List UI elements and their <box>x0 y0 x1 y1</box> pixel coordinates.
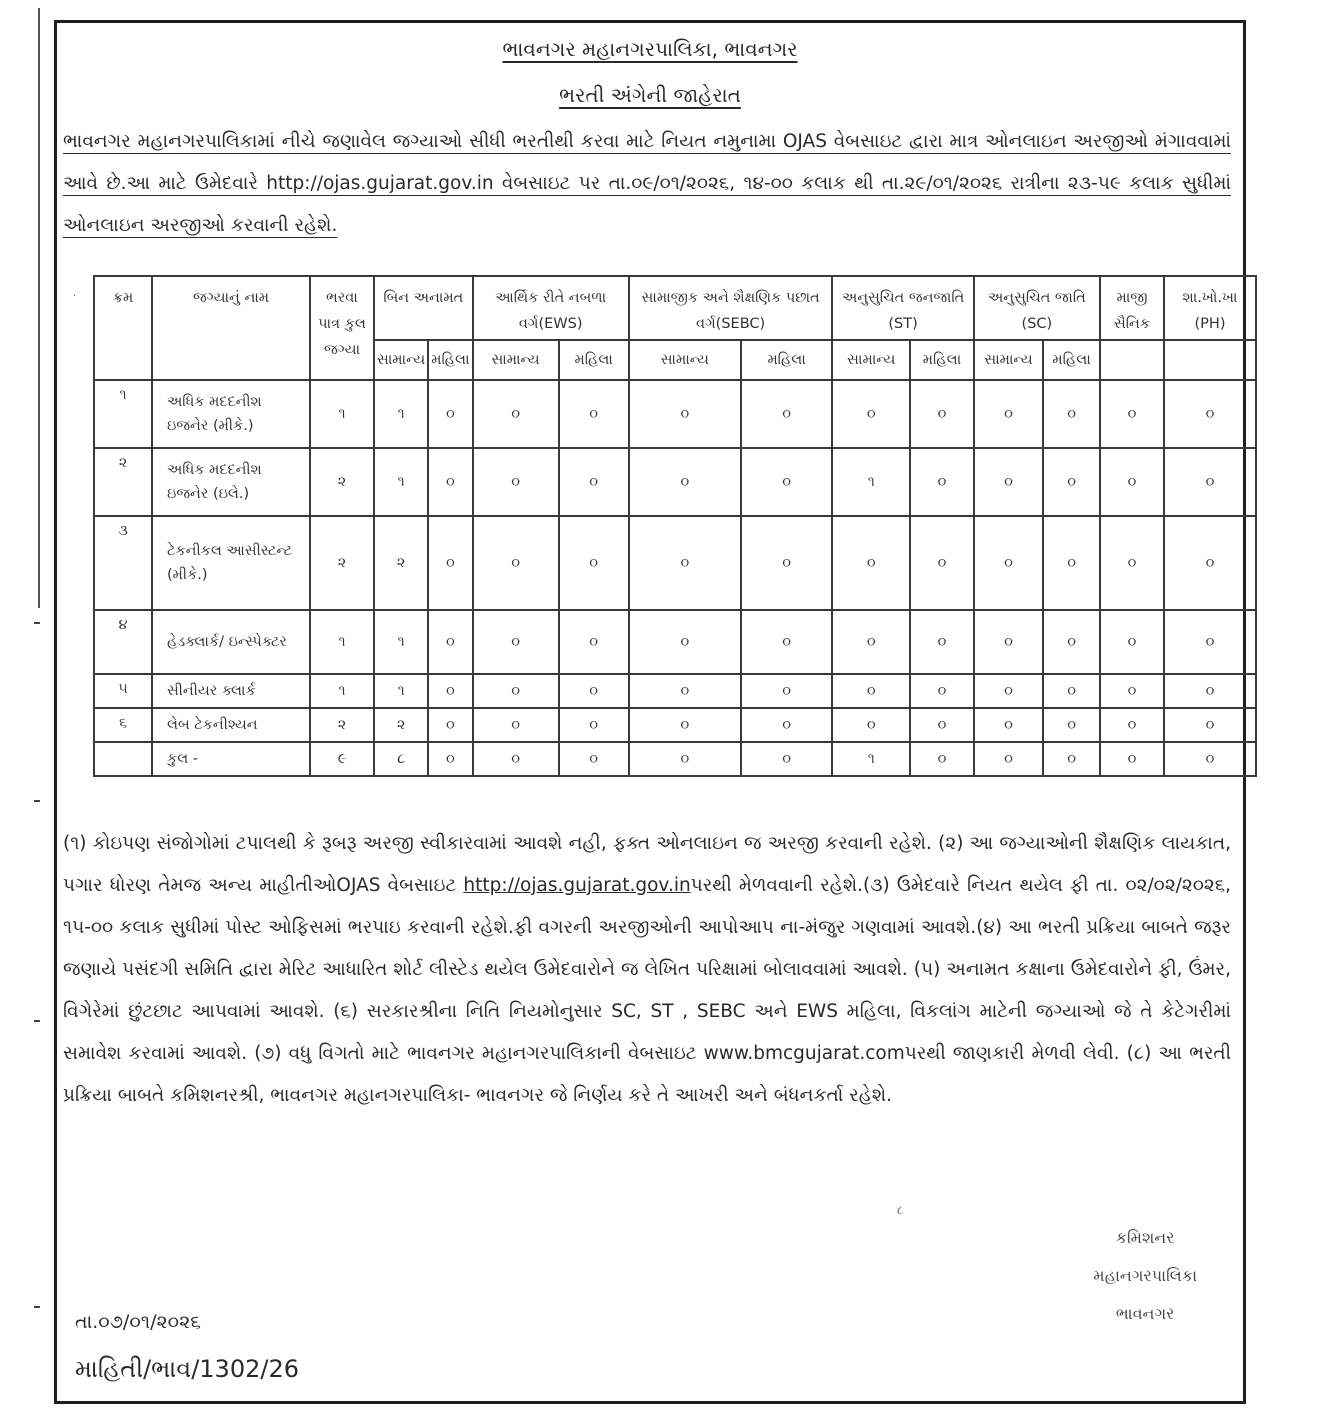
cell-sc-g: ૦ <box>974 516 1043 610</box>
cell-sebc-w: ૦ <box>741 708 833 742</box>
cell-sr: ૩ <box>94 516 152 610</box>
cell-exs: ૦ <box>1100 742 1164 776</box>
cell-sc-g: ૦ <box>974 380 1043 448</box>
cell-st-w: ૦ <box>910 674 974 708</box>
cell-sebc-g: ૦ <box>629 448 741 516</box>
cell-exs: ૦ <box>1100 610 1164 674</box>
col-ex-servicemen: માજી સૈનિક <box>1100 276 1164 340</box>
subcol-general: સામાન્ય <box>374 340 428 380</box>
col-sebc: સામાજીક અને શૈક્ષણિક પછાત વર્ગ(SEBC) <box>629 276 833 340</box>
cell-ph: ૦ <box>1164 516 1256 610</box>
cell-total: ૨ <box>310 708 374 742</box>
cell-sc-w: ૦ <box>1043 674 1100 708</box>
cell-ews-g: ૦ <box>473 380 559 448</box>
cell-sc-w: ૦ <box>1043 610 1100 674</box>
cell-st-w: ૦ <box>910 516 974 610</box>
col-post-name: જગ્યાનું નામ <box>152 276 310 380</box>
cell-sc-g: ૦ <box>974 674 1043 708</box>
subcol-empty <box>1100 340 1164 380</box>
cell-sr: ૬ <box>94 708 152 742</box>
cell-ews-w: ૦ <box>559 674 629 708</box>
col-serial: ક્રમ <box>94 276 152 380</box>
cell-ur-w: ૦ <box>428 516 472 610</box>
cell-sebc-w: ૦ <box>741 448 833 516</box>
cell-sebc-g: ૦ <box>629 674 741 708</box>
cell-sc-w: ૦ <box>1043 708 1100 742</box>
cell-ph: ૦ <box>1164 448 1256 516</box>
cell-post: હેડક્લાર્ક/ ઇન્સ્પેક્ટર <box>152 610 310 674</box>
cell-post: અધિક મદદનીશ ઇજનેર (મીકે.) <box>152 380 310 448</box>
signature-block <box>1093 1219 1197 1333</box>
stray-mark: ૮ <box>897 1203 904 1217</box>
cell-st-w: ૦ <box>910 708 974 742</box>
cell-sebc-w: ૦ <box>741 610 833 674</box>
cell-sc-g: ૦ <box>974 708 1043 742</box>
cell-sebc-w: ૦ <box>741 674 833 708</box>
cell-ews-g: ૦ <box>473 610 559 674</box>
cell-st-g: ૦ <box>832 516 910 610</box>
header-title-text: ભાવનગર મહાનગરપાલિકા, ભાવનગર <box>502 37 798 61</box>
cell-st-g: ૦ <box>832 708 910 742</box>
ojas-link[interactable]: http://ojas.gujarat.gov.in <box>463 875 691 896</box>
cell-sr: ૧ <box>94 380 152 448</box>
cell-sc-w: ૦ <box>1043 380 1100 448</box>
cell-sc-w: ૦ <box>1043 742 1100 776</box>
cell-ews-g: ૦ <box>473 674 559 708</box>
cell-ph: ૦ <box>1164 708 1256 742</box>
cell-post: કુલ - <box>152 742 310 776</box>
cell-ph: ૦ <box>1164 742 1256 776</box>
cell-sebc-g: ૦ <box>629 742 741 776</box>
cell-ews-w: ૦ <box>559 380 629 448</box>
cell-post: સીનીયર ક્લાર્ક <box>152 674 310 708</box>
col-ph: શા.ખો.ખા (PH) <box>1164 276 1256 340</box>
intro-paragraph: ભાવનગર મહાનગરપાલિકામાં નીચે જણાવેલ જગ્યાઓ સીધી ભરતીથી કરવા માટે નિયત નમુનામા OJAS વેબસાઇટ દ્વારા માત્ર ઓનલાઇન અરજીઓ મંગાવવામાં આવે છે.આ માટે ઉમેદવારે http://ojas.gujarat.gov.in વેબસાઇટ પર તા.૦૯/૦૧/૨૦૨૬, ૧૪-૦૦ કલાક થી તા.૨૯/૦૧/૨૦૨૬ રાત્રીના ૨૩-૫૯ કલાક સુધીમાં ઓનલાઇન અરજીઓ કરવાની રહેશે. <box>63 131 1231 236</box>
stray-dot: · <box>73 291 77 302</box>
cell-ews-w: ૦ <box>559 708 629 742</box>
cell-sr <box>94 742 152 776</box>
cell-sc-g: ૦ <box>974 610 1043 674</box>
cell-ur-w: ૦ <box>428 610 472 674</box>
cell-post: ટેકનીકલ આસીસ્ટન્ટ (મીકે.) <box>152 516 310 610</box>
cell-ur-g: ૮ <box>374 742 428 776</box>
signatory-city: ભાવનગર <box>1115 1304 1175 1323</box>
cell-st-w: ૦ <box>910 610 974 674</box>
cell-ur-g: ૧ <box>374 380 428 448</box>
cell-ur-g: ૨ <box>374 516 428 610</box>
cell-sr: ૪ <box>94 610 152 674</box>
notes-text-part1: (૧) કોઇપણ સંજોગોમાં ટપાલથી કે રૂબરૂ અરજી સ્વીકારવામાં આવશે નહી, ફક્ત ઓનલાઇન જ અરજી કરવાની રહેશે. (૨) આ જગ્યાઓની શૈક્ષણિક લાયકાત, પગાર ધોરણ તેમજ અન્ય માહીતીઓOJAS વેબસાઇટ <box>63 833 1231 896</box>
cell-exs: ૦ <box>1100 674 1164 708</box>
cell-ews-w: ૦ <box>559 516 629 610</box>
cell-ur-w: ૦ <box>428 742 472 776</box>
cell-ur-g: ૧ <box>374 448 428 516</box>
subcol-general: સામાન્ય <box>473 340 559 380</box>
table-row <box>94 448 1256 516</box>
cell-ur-w: ૦ <box>428 708 472 742</box>
cell-ews-g: ૦ <box>473 742 559 776</box>
cell-sebc-g: ૦ <box>629 708 741 742</box>
cell-sebc-w: ૦ <box>741 742 833 776</box>
scan-tick-mark <box>34 1020 40 1022</box>
header-title <box>57 37 1243 61</box>
cell-ews-g: ૦ <box>473 708 559 742</box>
cell-sebc-g: ૦ <box>629 380 741 448</box>
cell-ews-w: ૦ <box>559 448 629 516</box>
cell-exs: ૦ <box>1100 380 1164 448</box>
subcol-women: મહિલા <box>1043 340 1100 380</box>
cell-sebc-w: ૦ <box>741 516 833 610</box>
notes-text-part2: પરથી મેળવવાની રહેશે.(૩) ઉમેદવારે નિયત થયેલ ફી તા. ૦૨/૦૨/૨૦૨૬, ૧૫-૦૦ કલાક સુધીમાં પોસ્ટ ઓફિસમાં ભરપાઇ કરવાની રહેશે.ફી વગરની અરજીઓની આપોઆપ ના-મંજુર ગણવામાં આવશે.(૪) આ ભરતી પ્રક્રિયા બાબતે જરૂર જણાયે પસંદગી સમિતિ દ્વારા મેરિટ આધારિત શોર્ટ લીસ્ટેડ થયેલ ઉમેદવારોને જ લેખિત પરિક્ષામાં બોલાવવામાં આવશે. (૫) અનામત કક્ષાના ઉમેદવારોને ફી, ઉંમર, વિગેરેમાં છુંટછાટ આપવામાં આવશે. (૬) સરકારશ્રીના નિતિ નિયમોનુસાર SC, ST , SEBC અને EWS મહિલા, વિકલાંગ માટેની જગ્યાઓ જે તે કેટેગરીમાં સમાવેશ કરવામાં આવશે. (૭) વધુ વિગતો માટે ભાવનગર મહાનગરપાલિકાની વેબસાઇટ www.bmcgujarat.comપરથી જાણકારી મેળવી લેવી. (૮) આ ભરતી પ્રક્રિયા બાબતે કમિશનરશ્રી, ભાવનગર મહાનગરપાલિકા- ભાવનગર જે નિર્ણય કરે તે આખરી અને બંધનકર્તા રહેશે. <box>63 875 1232 1106</box>
cell-ews-g: ૦ <box>473 448 559 516</box>
cell-exs: ૦ <box>1100 708 1164 742</box>
scan-edge-line <box>38 8 40 608</box>
cell-st-g: ૧ <box>832 742 910 776</box>
cell-st-g: ૦ <box>832 380 910 448</box>
cell-ews-g: ૦ <box>473 516 559 610</box>
notes-paragraph <box>63 823 1231 1117</box>
cell-ews-w: ૦ <box>559 610 629 674</box>
cell-total: ૧ <box>310 674 374 708</box>
cell-post: અધિક મદદનીશ ઇજનેર (ઇલે.) <box>152 448 310 516</box>
signatory-office: મહાનગરપાલિકા <box>1093 1266 1197 1285</box>
cell-total: ૨ <box>310 516 374 610</box>
cell-total: ૧ <box>310 610 374 674</box>
table-row <box>94 516 1256 610</box>
signatory-title: કમિશનર <box>1115 1228 1175 1247</box>
cell-sc-w: ૦ <box>1043 448 1100 516</box>
subcol-empty <box>1164 340 1256 380</box>
cell-sc-g: ૦ <box>974 742 1043 776</box>
cell-ur-g: ૧ <box>374 610 428 674</box>
subcol-women: મહિલા <box>559 340 629 380</box>
cell-st-w: ૦ <box>910 742 974 776</box>
cell-ph: ૦ <box>1164 610 1256 674</box>
cell-ph: ૦ <box>1164 380 1256 448</box>
cell-ur-g: ૨ <box>374 708 428 742</box>
cell-st-g: ૦ <box>832 674 910 708</box>
header-subtitle-text: ભરતી અંગેની જાહેરાત <box>559 83 741 107</box>
table-header-row <box>94 276 1256 340</box>
cell-st-g: ૦ <box>832 610 910 674</box>
subcol-general: સામાન્ય <box>629 340 741 380</box>
table-body <box>94 380 1256 776</box>
cell-ph: ૦ <box>1164 674 1256 708</box>
table-row <box>94 380 1256 448</box>
col-st: અનુસુચિત જનજાતિ (ST) <box>832 276 973 340</box>
reference-number: માહિતી/ભાવ/1302/26 <box>75 1355 299 1383</box>
cell-st-w: ૦ <box>910 448 974 516</box>
cell-ur-w: ૦ <box>428 448 472 516</box>
cell-st-w: ૦ <box>910 380 974 448</box>
cell-total: ૧ <box>310 380 374 448</box>
cell-exs: ૦ <box>1100 516 1164 610</box>
cell-sr: ૫ <box>94 674 152 708</box>
cell-sebc-w: ૦ <box>741 380 833 448</box>
issue-date: તા.૦૭/૦૧/૨૦૨૬ <box>75 1311 201 1333</box>
vacancy-table <box>93 275 1257 777</box>
cell-sr: ૨ <box>94 448 152 516</box>
cell-post: લેબ ટેકનીશ્યન <box>152 708 310 742</box>
col-unreserved: બિન અનામત <box>374 276 473 340</box>
subcol-women: મહિલા <box>428 340 472 380</box>
cell-ews-w: ૦ <box>559 742 629 776</box>
cell-exs: ૦ <box>1100 448 1164 516</box>
cell-st-g: ૧ <box>832 448 910 516</box>
subcol-women: મહિલા <box>741 340 833 380</box>
subcol-general: સામાન્ય <box>832 340 910 380</box>
scan-tick-mark <box>34 1306 40 1308</box>
cell-ur-w: ૦ <box>428 674 472 708</box>
scan-tick-mark <box>34 800 40 802</box>
col-ews: આર્થિક રીતે નબળા વર્ગ(EWS) <box>473 276 629 340</box>
cell-sc-g: ૦ <box>974 448 1043 516</box>
cell-total: ૯ <box>310 742 374 776</box>
table-total-row <box>94 742 1256 776</box>
scan-tick-mark <box>34 622 40 624</box>
col-sc: અનુસુચિત જાતિ (SC) <box>974 276 1100 340</box>
subcol-general: સામાન્ય <box>974 340 1043 380</box>
cell-sebc-g: ૦ <box>629 610 741 674</box>
advertisement-frame <box>54 20 1246 1404</box>
table-row <box>94 610 1256 674</box>
table-row <box>94 674 1256 708</box>
cell-ur-g: ૧ <box>374 674 428 708</box>
cell-sc-w: ૦ <box>1043 516 1100 610</box>
cell-sebc-g: ૦ <box>629 516 741 610</box>
table-row <box>94 708 1256 742</box>
header-subtitle <box>57 83 1243 107</box>
subcol-women: મહિલા <box>910 340 974 380</box>
col-total-posts: ભરવા પાત્ર કુલ જગ્યા <box>310 276 374 380</box>
cell-ur-w: ૦ <box>428 380 472 448</box>
cell-total: ૨ <box>310 448 374 516</box>
